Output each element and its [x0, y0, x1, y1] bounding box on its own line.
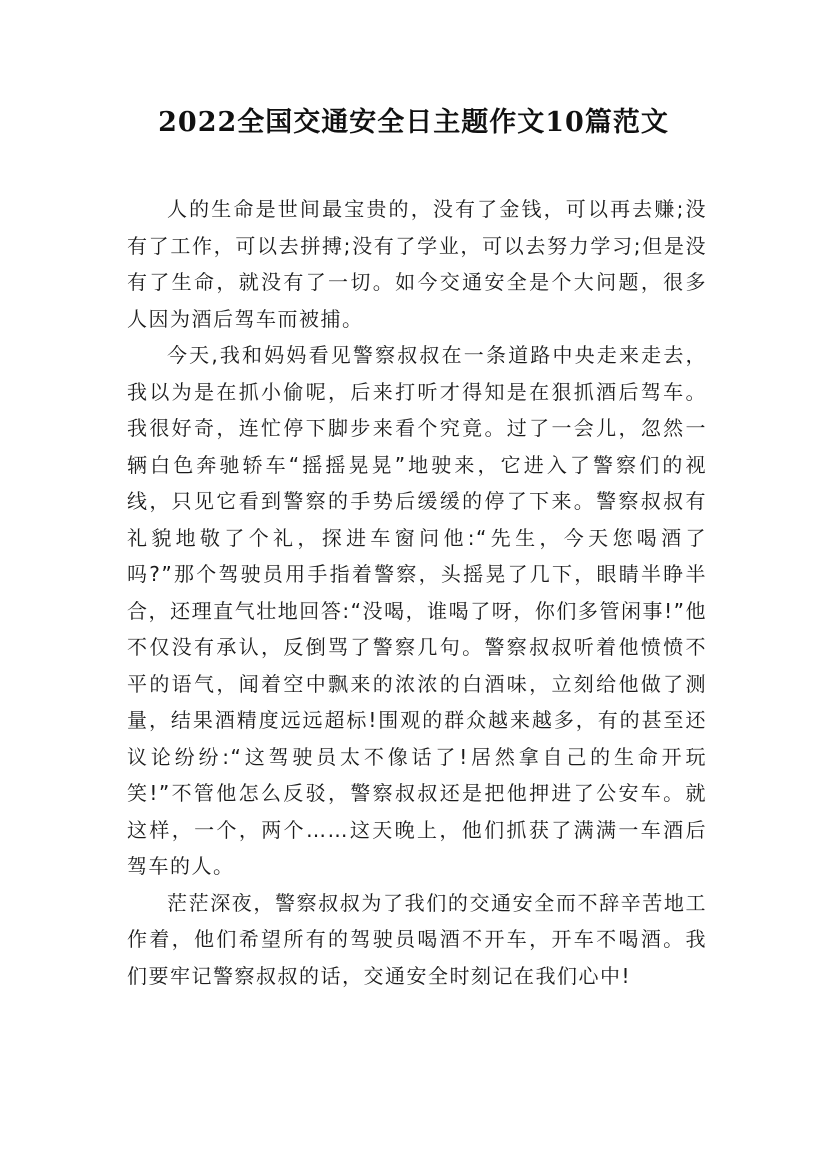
paragraph-1: 人的生命是世间最宝贵的，没有了金钱，可以再去赚;没有了工作，可以去拼搏;没有了学业，可以去努力学习;但是没有了生命，就没有了一切。如今交通安全是个大问题，很多人因为酒后驾车而被捕。 [127, 197, 707, 331]
paragraph-3: 茫茫深夜，警察叔叔为了我们的交通安全而不辞辛苦地工作着，他们希望所有的驾驶员喝酒不开车，开车不喝酒。我们要牢记警察叔叔的话，交通安全时刻记在我们心中! [127, 890, 707, 988]
document-title: 2022全国交通安全日主题作文10篇范文 [158, 107, 669, 138]
document-body [127, 191, 707, 994]
paragraph-2: 今天,我和妈妈看见警察叔叔在一条道路中央走来走去，我以为是在抓小偷呢，后来打听才得知是在狠抓酒后驾车。我很好奇，连忙停下脚步来看个究竟。过了一会儿，忽然一辆白色奔驰轿车“摇摇晃晃”地驶来，它进入了警察们的视线，只见它看到警察的手势后缓缓的停了下来。警察叔叔有礼貌地敬了个礼，探进车窗问他:“先生，今天您喝酒了吗?”那个驾驶员用手指着警察，头摇晃了几下，眼睛半睁半合，还理直气壮地回答:“没喝，谁喝了呀，你们多管闲事!”他不仅没有承认，反倒骂了警察几句。警察叔叔听着他愤愤不平的语气，闻着空中飘来的浓浓的白酒味，立刻给他做了测量，结果酒精度远远超标!围观的群众越来越多，有的甚至还议论纷纷:“这驾驶员太不像话了!居然拿自己的生命开玩笑!”不管他怎么反驳，警察叔叔还是把他押进了公安车。就这样，一个，两个……这天晚上，他们抓获了满满一车酒后驾车的人。 [127, 343, 707, 878]
